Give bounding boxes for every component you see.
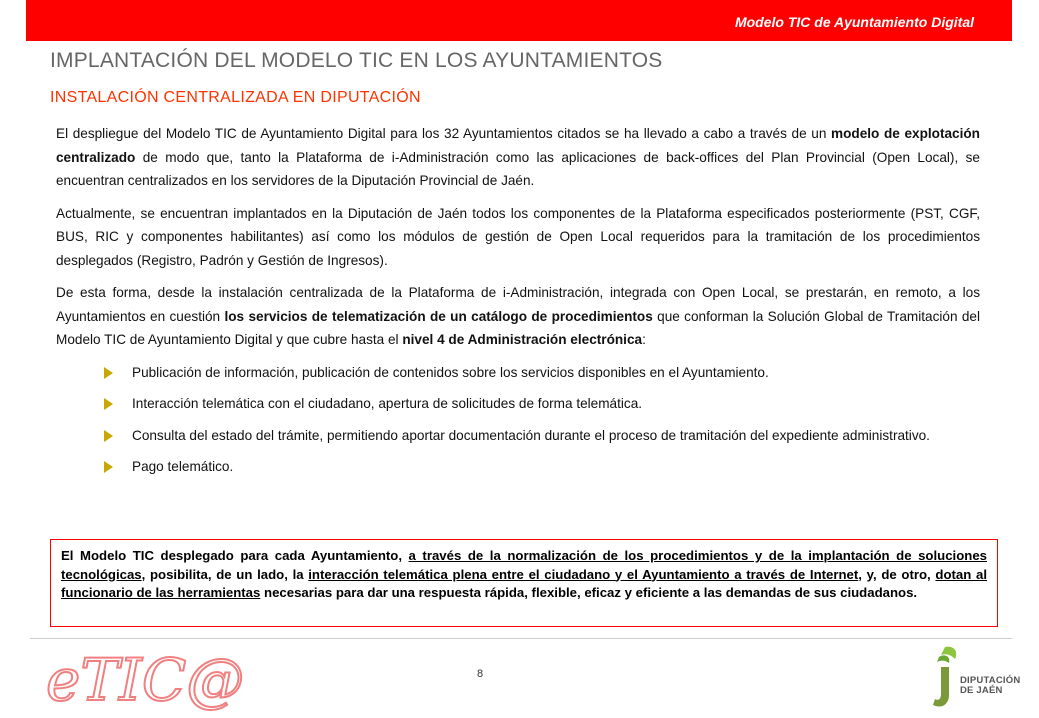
arrow-bullet-icon <box>104 430 113 442</box>
etica-logo-icon <box>44 646 245 714</box>
p1-text-c: de modo que, tanto la Plataforma de i-Administración como las aplicaciones de back-offices del Plan Provincial (Open Local), se encuentran centralizados en los servidores de la Diputación Provincial de Jaén. <box>56 149 980 188</box>
summary-box <box>50 539 998 627</box>
list-item-text: Publicación de información, publicación de contenidos sobre los servicios disponibles en el Ayuntamiento. <box>132 364 769 380</box>
list-item <box>104 392 980 416</box>
list-item <box>104 424 980 448</box>
diputacion-line-2: DE JAÉN <box>960 685 1003 696</box>
bullet-list <box>56 361 980 479</box>
summary-text-1: El Modelo TIC desplegado para cada Ayuntamiento, <box>61 548 409 563</box>
page-title: IMPLANTACIÓN DEL MODELO TIC EN LOS AYUNTAMIENTOS <box>50 49 663 72</box>
arrow-bullet-icon <box>104 367 113 379</box>
list-item-text: Pago telemático. <box>132 459 234 474</box>
p3-bold-2: nivel 4 de Administración electrónica <box>402 332 643 347</box>
paragraph-2: Actualmente, se encuentran implantados en la Diputación de Jaén todos los componentes de la Plataforma especificados posteriormente (PST, CGF, BUS, RIC y componentes habilitantes) así como los módulos de gestión de Open Local requeridos para la tramitación de los procedimientos desplegados (Registro, Padrón y Gestión de Ingresos). <box>56 205 980 268</box>
summary-text-3: , y, de otro, <box>858 566 936 582</box>
summary-underline-3: dotan al funcionario de las herramientas <box>61 566 988 600</box>
arrow-bullet-icon <box>104 398 113 410</box>
etica-logo <box>44 646 245 715</box>
arrow-bullet-icon <box>104 461 113 473</box>
page-number: 8 <box>476 668 484 680</box>
list-item <box>104 455 980 479</box>
summary-underline-2: interacción telemática plena entre el ciudadano y el Ayuntamiento a través de Internet <box>308 566 859 582</box>
summary-text-2: , posibilita, de un lado, la <box>141 566 309 582</box>
p1-text-a: El despliegue del Modelo TIC de Ayuntamiento Digital para los 32 Ayuntamientos citados se ha llevado a cabo a través de un <box>56 126 832 141</box>
p3-text-e: : <box>642 332 646 347</box>
body-content <box>56 122 980 487</box>
summary-underline-1: a través de la normalización de los procedimientos y de la implantación de soluciones tecnológicas <box>61 548 987 582</box>
list-item-text: Consulta del estado del trámite, permitiendo aportar documentación durante el proceso de tramitación del expediente administrativo. <box>132 427 930 443</box>
p3-text-a: De esta forma, desde la instalación centralizada de la Plataforma de i-Administración, integrada con Open Local, se prestarán, en remoto, a los Ayuntamientos en cuestión <box>56 285 980 324</box>
paragraph-1 <box>56 122 980 193</box>
p3-text-c: que conforman la Solución Global de Tramitación del Modelo TIC de Ayuntamiento Digital y que cubre hasta el <box>56 308 980 347</box>
p1-bold: modelo de explotación centralizado <box>56 126 980 165</box>
diputacion-j-icon <box>925 643 961 713</box>
list-item <box>104 361 980 385</box>
section-subtitle: INSTALACIÓN CENTRALIZADA EN DIPUTACIÓN <box>50 89 421 106</box>
summary-text-4: necesarias para dar una respuesta rápida, flexible, eficaz y eficiente a las demandas de sus ciudadanos. <box>260 585 918 600</box>
header-title: Modelo TIC de Ayuntamiento Digital <box>734 14 974 30</box>
diputacion-name <box>960 676 1020 696</box>
footer-divider <box>30 638 1012 639</box>
diputacion-line-1: DIPUTACIÓN <box>960 675 1021 686</box>
list-item-text: Interacción telemática con el ciudadano, apertura de solicitudes de forma telemática. <box>132 396 643 411</box>
etica-logo-text: eTIC@ <box>46 646 245 714</box>
p3-bold-1: los servicios de telematización de un catálogo de procedimientos <box>224 308 653 324</box>
diputacion-logo <box>925 643 961 718</box>
paragraph-3 <box>56 281 980 352</box>
header-bar <box>26 0 1012 41</box>
